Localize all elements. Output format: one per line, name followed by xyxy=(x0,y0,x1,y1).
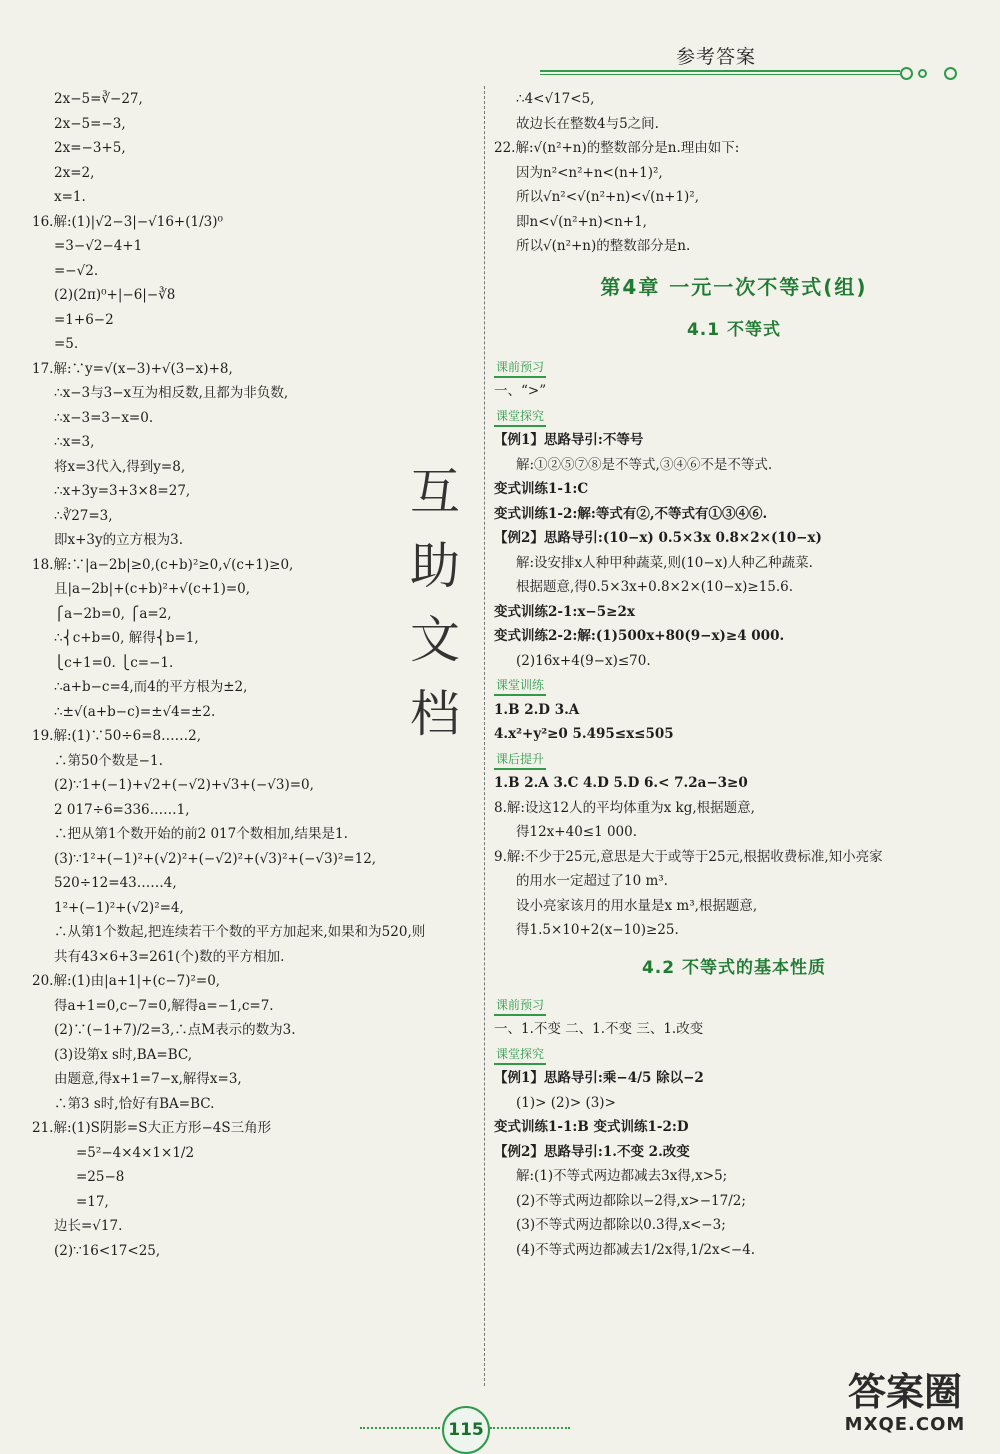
answer-line: 21.解:(1)S阴影=S大正方形−4S三角形 xyxy=(32,1120,272,1136)
handwritten-char: 互 xyxy=(410,463,460,521)
answer-line: (2)不等式两边都除以−2得,x>−17/2; xyxy=(516,1192,746,1209)
handwritten-note xyxy=(405,455,465,751)
answer-line: 一、1.不变 二、1.不变 三、1.改变 xyxy=(494,1021,704,1037)
answer-line: =−√2. xyxy=(54,262,99,279)
answer-line: ∴x=3, xyxy=(54,434,95,450)
section-tag-row xyxy=(494,404,974,429)
answer-line: 变式训练1-2:解:等式有②,不等式有①③④⑥. xyxy=(494,505,768,522)
answer-line: (2)(2π)⁰+|−6|−∛8 xyxy=(54,287,176,303)
watermark-url: MXQE.COM xyxy=(844,1414,966,1435)
answer-line: (2)∵(−1+7)/2=3,∴点M表示的数为3. xyxy=(54,1022,296,1038)
answer-line: 17.解:∵y=√(x−3)+√(3−x)+8, xyxy=(32,360,233,377)
answer-line: =5. xyxy=(54,336,79,352)
answer-line: 设小亮家该月的用水量是x m³,根据题意, xyxy=(516,897,758,914)
handwritten-char: 档 xyxy=(410,685,460,743)
answer-line: 18.解:∵|a−2b|≥0,(c+b)²≥0,√(c+1)≥0, xyxy=(32,556,294,573)
answer-line: 1.B 2.A 3.C 4.D 5.D 6.< 7.2a−3≥0 xyxy=(494,775,748,791)
answer-line: (1)> (2)> (3)> xyxy=(516,1094,616,1111)
answer-line: 得1.5×10+2(x−10)≥25. xyxy=(516,922,679,938)
answer-line: ∴±√(a+b−c)=±√4=±2. xyxy=(54,703,216,720)
answer-line: 2x−5=−3, xyxy=(54,115,126,132)
answer-line: =5²−4×4×1×1/2 xyxy=(76,1144,195,1161)
answer-line: 且|a−2b|+(c+b)²+√(c+1)=0, xyxy=(54,581,251,597)
answer-line: 故边长在整数4与5之间. xyxy=(516,115,659,132)
answer-line: 变式训练2-1:x−5≥2x xyxy=(494,603,635,620)
column-divider xyxy=(484,86,485,1386)
header-rule xyxy=(540,70,900,72)
section-title: 4.1 不等式 xyxy=(686,319,782,340)
answer-line: 22.解:√(n²+n)的整数部分是n.理由如下: xyxy=(494,140,740,156)
answer-line: 9.解:不少于25元,意思是大于或等于25元,根据收费标准,知小亮家 xyxy=(494,848,883,865)
answer-line: 解:设安排x人种甲种蔬菜,则(10−x)人种乙种蔬菜. xyxy=(516,554,813,571)
answer-line: 所以√(n²+n)的整数部分是n. xyxy=(516,238,691,254)
answer-line: 解:①②⑤⑦⑧是不等式,③④⑥不是不等式. xyxy=(516,456,773,473)
watermark xyxy=(820,1370,990,1435)
answer-line: 2 017÷6=336……1, xyxy=(54,801,190,818)
answer-line: (3)设第x s时,BA=BC, xyxy=(54,1046,193,1063)
header-title: 参考答案 xyxy=(676,46,757,68)
answer-line: 2x−5=∛−27, xyxy=(54,91,143,107)
answer-line: ∴第50个数是−1. xyxy=(54,752,163,769)
answer-line: (2)16x+4(9−x)≤70. xyxy=(516,652,651,669)
header-ornament-dot xyxy=(918,69,927,78)
answer-line: (3)∵1²+(−1)²+(√2)²+(−√2)²+(√3)²+(−√3)²=12, xyxy=(54,850,377,867)
answer-line: 【例2】思路导引:(10−x) 0.5×3x 0.8×2×(10−x) xyxy=(494,530,822,546)
answer-line: ∴第3 s时,恰好有BA=BC. xyxy=(54,1095,215,1112)
section-tag-row xyxy=(494,993,974,1018)
answer-line: ∴⎨c+b=0, 解得⎨b=1, xyxy=(54,630,199,646)
section-tag-row xyxy=(494,1042,974,1067)
answer-line: 1.B 2.D 3.A xyxy=(494,701,580,718)
answer-line: 变式训练1-1:B 变式训练1-2:D xyxy=(494,1119,689,1135)
answer-line: 所以√n²<√(n²+n)<√(n+1)², xyxy=(516,189,700,205)
answer-line: 16.解:(1)|√2−3|−√16+(1/3)⁰ xyxy=(32,213,223,230)
answer-line: ⎧a−2b=0, ⎧a=2, xyxy=(54,605,172,622)
handwritten-char: 助 xyxy=(410,537,460,595)
section-tag-row xyxy=(494,673,974,698)
answer-line: ∴x+3y=3+3×8=27, xyxy=(54,483,191,499)
answer-line: (2)∵1+(−1)+√2+(−√2)+√3+(−√3)=0, xyxy=(54,777,314,793)
header-ornament-dot xyxy=(900,67,913,80)
answer-line: 4.x²+y²≥0 5.495≤x≤505 xyxy=(494,726,674,742)
answer-line: ⎩c+1=0. ⎩c=−1. xyxy=(54,654,174,671)
answer-line: (4)不等式两边都减去1/2x得,1/2x<−4. xyxy=(516,1241,756,1258)
section-tag: 课堂探究 xyxy=(494,1045,546,1065)
answer-line: 边长=√17. xyxy=(54,1218,123,1234)
section-tag: 课堂探究 xyxy=(494,407,546,427)
right-column xyxy=(494,87,974,1262)
answer-line: 因为n²<n²+n<(n+1)², xyxy=(516,164,663,181)
watermark-logo-text: 答案圈 xyxy=(847,1370,962,1414)
answer-line: 2x=2, xyxy=(54,164,95,181)
answer-line: 得12x+40≤1 000. xyxy=(516,824,638,840)
answer-line: 解:(1)不等式两边都减去3x得,x>5; xyxy=(516,1168,728,1184)
answer-line: 得a+1=0,c−7=0,解得a=−1,c=7. xyxy=(54,997,274,1014)
section-tag: 课前预习 xyxy=(494,996,546,1016)
answer-line xyxy=(494,345,974,355)
answer-line: (2)∵16<17<25, xyxy=(54,1242,161,1259)
chapter-title: 第4章 一元一次不等式(组) xyxy=(600,274,868,299)
answer-line: =3−√2−4+1 xyxy=(54,238,143,254)
answer-line: 即n<√(n²+n)<n+1, xyxy=(516,213,647,230)
answer-line: =25−8 xyxy=(76,1169,125,1185)
answer-line: 的用水一定超过了10 m³. xyxy=(516,873,668,889)
answer-line xyxy=(494,259,974,269)
handwritten-char: 文 xyxy=(410,611,460,669)
answer-line: 【例1】思路导引:不等号 xyxy=(494,432,644,448)
answer-line: (3)不等式两边都除以0.3得,x<−3; xyxy=(516,1217,726,1233)
answer-line xyxy=(494,943,974,953)
section-tag-row xyxy=(494,747,974,772)
answer-line: 由题意,得x+1=7−x,解得x=3, xyxy=(54,1071,242,1087)
answer-line xyxy=(494,305,974,315)
answer-line: ∴从第1个数起,把连续若干个数的平方加起来,如果和为520,则 xyxy=(54,924,426,940)
answer-line: 将x=3代入,得到y=8, xyxy=(54,458,186,475)
answer-line: 变式训练2-2:解:(1)500x+80(9−x)≥4 000. xyxy=(494,628,785,644)
answer-line: 【例2】思路导引:1.不变 2.改变 xyxy=(494,1143,690,1160)
answer-line: 即x+3y的立方根为3. xyxy=(54,532,184,548)
answer-line: =1+6−2 xyxy=(54,311,114,328)
answer-line: 根据题意,得0.5×3x+0.8×2×(10−x)≥15.6. xyxy=(516,579,794,595)
answer-line: 20.解:(1)由|a+1|+(c−7)²=0, xyxy=(32,973,221,989)
answer-line: 一、“>” xyxy=(494,383,547,399)
footer-dots-left xyxy=(360,1427,440,1429)
answer-line: 2x=−3+5, xyxy=(54,140,126,156)
answer-line: ∴a+b−c=4,而4的平方根为±2, xyxy=(54,679,248,695)
answer-line: ∴4<√17<5, xyxy=(516,91,595,107)
answer-line: ∴∛27=3, xyxy=(54,507,113,524)
header-ornament-dot xyxy=(944,67,957,80)
answer-line: =17, xyxy=(76,1193,109,1210)
answer-line: ∴x−3与3−x互为相反数,且都为非负数, xyxy=(54,385,289,401)
answer-line: 8.解:设这12人的平均体重为x kg,根据题意, xyxy=(494,799,755,816)
footer-dots-right xyxy=(490,1427,570,1429)
section-tag: 课前预习 xyxy=(494,358,546,378)
answer-line: 共有43×6+3=261(个)数的平方相加. xyxy=(54,948,285,965)
page-number: 115 xyxy=(442,1406,490,1454)
header-rule-thin xyxy=(540,74,900,75)
answer-line: ∴把从第1个数开始的前2 017个数相加,结果是1. xyxy=(54,826,348,842)
answer-line: ∴x−3=3−x=0. xyxy=(54,409,154,426)
section-tag: 课堂训练 xyxy=(494,676,546,696)
answer-line: 520÷12=43……4, xyxy=(54,875,177,891)
answer-line: 变式训练1-1:C xyxy=(494,481,589,497)
answer-line: 【例1】思路导引:乘−4/5 除以−2 xyxy=(494,1070,704,1086)
answer-line: 19.解:(1)∵50÷6=8……2, xyxy=(32,728,202,744)
answer-line: x=1. xyxy=(54,189,86,205)
section-title: 4.2 不等式的基本性质 xyxy=(641,957,827,978)
answer-line: 1²+(−1)²+(√2)²=4, xyxy=(54,899,184,916)
answer-line xyxy=(494,983,974,993)
section-tag: 课后提升 xyxy=(494,750,546,770)
section-tag-row xyxy=(494,355,974,380)
